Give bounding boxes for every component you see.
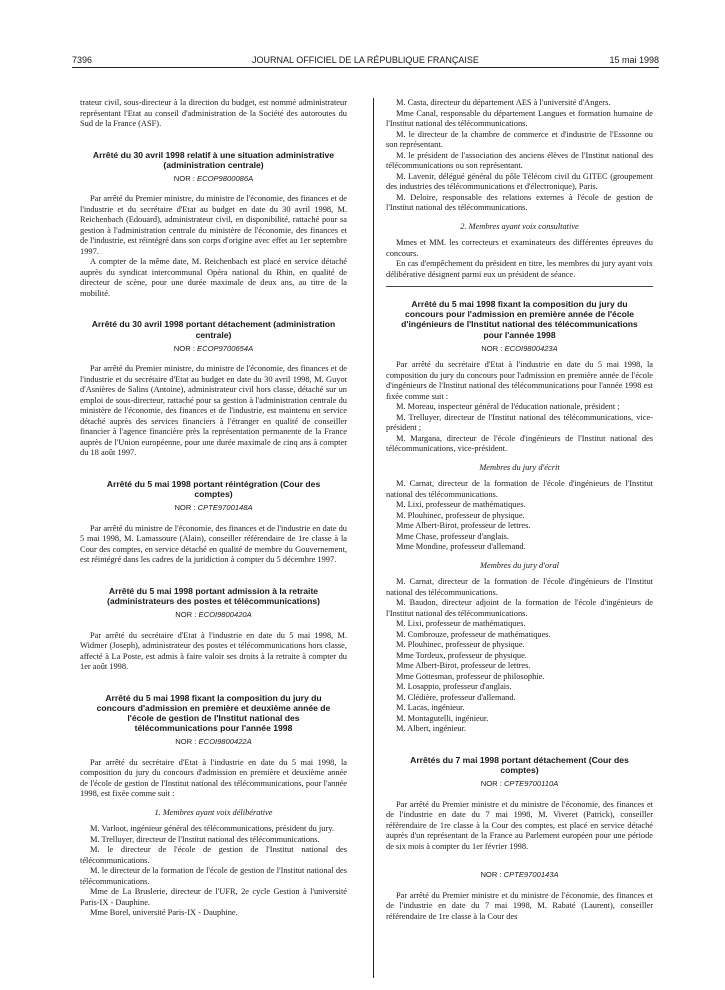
section-arrete-1 (80, 150, 347, 300)
section-separator (386, 286, 653, 287)
paragraph: Par arrêté du secrétaire d'Etat à l'industrie en date du 5 mai 1998, la composition du jury du concours d'admission en première et deuxième année de l'école de gestion de l'Institut national des télécommunications, pour l'année 1998, est fixée comme suit : (80, 757, 347, 799)
section-title: Arrêtés du 7 mai 1998 portant détachement (Cour des comptes) (410, 754, 629, 776)
list-item: Mme Albert-Birot, professeur de lettres. (396, 521, 531, 531)
section-title: Arrêté du 30 avril 1998 portant détachement (administration centrale) (91, 319, 336, 340)
subheading-oral: Membres du jury d'oral (480, 560, 559, 570)
list-item: M. Trelluyer, directeur de l'Institut national des télécommunications. (90, 834, 320, 844)
list-item: M. Casta, directeur du département AES à l'université d'Angers. (396, 98, 611, 107)
list-item: M. Margana, directeur de l'école d'ingénieurs de l'Institut national des télécommunications, vice-président. (386, 433, 653, 454)
list-item: M. Combrouze, professeur de mathématiques. (396, 629, 551, 639)
list-item: M. le président de l'association des anciens élèves de l'Institut national des télécommunications ou son représentant. (386, 150, 653, 170)
intro-paragraph: trateur civil, sous-directeur à la direction du budget, est nommé administrateur représentant l'Etat au conseil d'administration de la Société des autoroutes du Sud de la France (ASF). (80, 98, 347, 128)
nor-reference: NOR : ECOI9800420A (175, 610, 252, 620)
left-column (80, 98, 347, 978)
paragraph: Par arrêté du Premier ministre et du ministre de l'économie, des finances et de l'industrie en date du 7 mai 1998, M. Rabaté (Laurent), conseiller référendaire de 1re classe à la Cour des (386, 890, 653, 921)
list-item: Mme Tordeux, professeur de physique. (396, 650, 527, 660)
section-arrete-6 (386, 299, 653, 735)
paragraph: Par arrêté du Premier ministre et du ministre de l'économie, des finances et de l'industrie en date du 7 mai 1998, M. Viveret (Patrick), conseiller référendaire de 1re classe à la Cour des comptes, est placé en service détaché auprès d'un représentant de la France au Parlement européen pour une période de six mois à compter du 1er février 1998. (386, 799, 653, 851)
page-number: 7396 (72, 55, 93, 65)
list-item: M. Moreau, inspecteur général de l'éducation nationale, président ; (396, 402, 620, 412)
section-arrete-2 (80, 319, 347, 458)
list-item: Mme Gottesman, professeur de philosophie. (396, 671, 545, 681)
section-title: Arrêté du 5 mai 1998 portant admission à la retraite (administrateurs des postes et télécommunications) (107, 585, 320, 606)
list-item: M. Baudon, directeur adjoint de la formation de l'école d'ingénieurs de l'Institut national des télécommunications. (386, 598, 653, 618)
right-column (386, 98, 653, 978)
subheading-ecrit: Membres du jury d'écrit (479, 462, 560, 472)
section-title: Arrêté du 30 avril 1998 relatif à une situation administrative (administration centrale) (92, 149, 335, 170)
list-item: M. le directeur de l'école de gestion de l'Institut national des télécommunications. (80, 845, 347, 865)
nor-reference: NOR : ECOP9800086A (173, 173, 254, 183)
section-arrete-3 (80, 479, 347, 566)
paragraph: Par arrêté du secrétaire d'Etat à l'industrie en date du 5 mai 1998, M. Widmer (Joseph), administrateur des postes et télécommunications hors classe, affecté à La Poste, est admis à faire valoir ses droits à la retraite à compter du 1er août 1998. (80, 630, 347, 672)
list-item: M. Clédière, professeur d'allemand. (396, 692, 516, 702)
list-item: M. Carnat, directeur de la formation de l'école d'ingénieurs de l'Institut national des télécommunications. (386, 577, 653, 597)
paragraph: Par arrêté du Premier ministre, du ministre de l'économie, des finances et de l'industrie et du secrétaire d'Etat au budget en date du 30 avril 1998, M. Reichenbach (Edouard), administrateur civil, en disponibilité, rattaché pour sa gestion à l'administration centrale du ministère de l'économie, des finances et de l'industrie, est réintégré dans son corps d'origine avec effet au 1er septembre 1997. (80, 194, 347, 256)
list-item: M. Varloot, ingénieur général des télécommunications, président du jury. (90, 824, 334, 834)
section-title: Arrêté du 5 mai 1998 fixant la composition du jury du concours pour l'admission en première année de l'école d'ingénieurs de l'Institut national des télécommunications pour l'année 1998 (401, 299, 638, 340)
list-item: M. Lavenir, délégué général du pôle Télécom civil du GITEC (groupement des industries des télécommunications et d'électronique), Paris. (386, 171, 653, 191)
subheading: 1. Membres ayant voix délibérative (154, 807, 273, 817)
list-item: M. Deloire, responsable des relations externes à l'école de gestion de l'Institut national des télécommunications. (386, 192, 653, 212)
issue-date: 15 mai 1998 (609, 55, 659, 65)
nor-reference: NOR : ECOI9800422A (175, 737, 252, 747)
list-item: M. Lixi, professeur de mathématiques. (396, 500, 526, 510)
header-rule (72, 67, 659, 68)
list-item: M. Trelluyer, directeur de l'Institut national des télécommunications, vice-président ; (386, 412, 653, 433)
list-item: Mme de La Bruslerie, directeur de l'UFR, 2e cycle Gestion à l'université Paris-IX - Dauphine. (80, 887, 347, 907)
paragraph: Par arrêté du Premier ministre, du ministre de l'économie, des finances et de l'industrie et du secrétaire d'Etat au budget en date du 30 avril 1998, M. Guyot d'Asnières de Salins (Antoine), administrateur civil hors classe, détaché sur un emploi de sous-directeur, rattaché pour sa gestion à l'administration centrale du ministère de l'économie, des finances et de l'industrie, est maintenu en service détaché auprès des services financiers à l'étranger en qualité de conseiller financier à l'agence financière près la représentation permanente de la France auprès de l'Union européenne, pour une durée maximale de cinq ans à compter du 18 août 1997. (80, 364, 347, 458)
list-item: Mme Albert-Birot, professeur de lettres. (396, 661, 531, 671)
subheading: 2. Membres ayant voix consultative (460, 221, 579, 231)
section-arrete-4 (80, 586, 347, 673)
paragraph: Mmes et MM. les correcteurs et examinateurs des différentes épreuves du concours. (386, 238, 653, 258)
list-item: M. Losappio, professeur d'anglais. (396, 682, 512, 692)
paragraph: En cas d'empêchement du président en titre, les membres du jury ayant voix délibérative désignent parmi eux un président de séance. (386, 259, 653, 279)
list-item: Mme Canal, responsable du département Langues et formation humaine de l'Institut national des télécommunications. (386, 108, 653, 128)
list-item: M. le directeur de la formation de l'école de gestion de l'Institut national des télécommunications. (80, 866, 347, 886)
section-arrete-7 (386, 755, 653, 922)
list-item: Mme Mondine, professeur d'allemand. (396, 542, 526, 552)
paragraph: A compter de la même date, M. Reichenbach est placé en service détaché auprès du syndicat intercommunal Opéra national du Rhin, en qualité de directeur de scène, pour une durée maximale de deux ans, au titre de la mobilité. (80, 257, 347, 298)
list-item: M. Lacas, ingénieur. (396, 703, 465, 713)
list-item: M. Lixi, professeur de mathématiques. (396, 619, 526, 629)
section-arrete-5 (80, 693, 347, 919)
nor-reference: NOR : ECOP9700654A (173, 343, 254, 353)
paragraph: Par arrêté du ministre de l'économie, des finances et de l'industrie en date du 5 mai 1998, M. Lamassoure (Alain), conseiller référendaire de 1re classe à la Cour des comptes, en service détaché en qualité de membre du Gouvernement, est réintégré dans les cadres de la juridiction à compter du 5 décembre 1997. (80, 523, 347, 565)
paragraph: Par arrêté du secrétaire d'Etat à l'industrie en date du 5 mai 1998, la composition du jury du concours pour l'admission en première année de l'école d'ingénieurs de l'Institut national des télécommunications pour l'année 1998 est fixée comme suit : (386, 360, 653, 401)
nor-reference: NOR : CPTE9700148A (174, 503, 253, 513)
list-item: M. le directeur de la chambre de commerce et d'industrie de l'Essonne ou son représentant. (386, 129, 653, 149)
column-divider (373, 98, 374, 978)
list-item: Mme Chase, professeur d'anglais. (396, 531, 509, 541)
nor-reference: NOR : ECOI9800423A (481, 343, 558, 353)
list-item: M. Albert, ingénieur. (396, 724, 467, 734)
list-item: Mme Borel, université Paris-IX - Dauphine. (90, 908, 238, 918)
list-item: M. Plouhinec, professeur de physique. (396, 640, 525, 650)
list-item: M. Montagutelli, ingénieur. (396, 713, 489, 723)
section-title: Arrêté du 5 mai 1998 fixant la composition du jury du concours d'admission en première et deuxième année de l'école de gestion de l'Institut national des télécommunications pour l'année 1998 (96, 692, 331, 734)
journal-title: JOURNAL OFFICIEL DE LA RÉPUBLIQUE FRANÇAISE (252, 55, 479, 65)
list-item: M. Plouhinec, professeur de physique. (396, 510, 525, 520)
section-title: Arrêté du 5 mai 1998 portant réintégration (Cour des comptes) (106, 478, 321, 500)
list-item: M. Carnat, directeur de la formation de l'école d'ingénieurs de l'Institut national des télécommunications. (386, 479, 653, 499)
nor-reference: NOR : CPTE9700143A (480, 870, 559, 880)
nor-reference: NOR : CPTE9700110A (480, 779, 559, 789)
